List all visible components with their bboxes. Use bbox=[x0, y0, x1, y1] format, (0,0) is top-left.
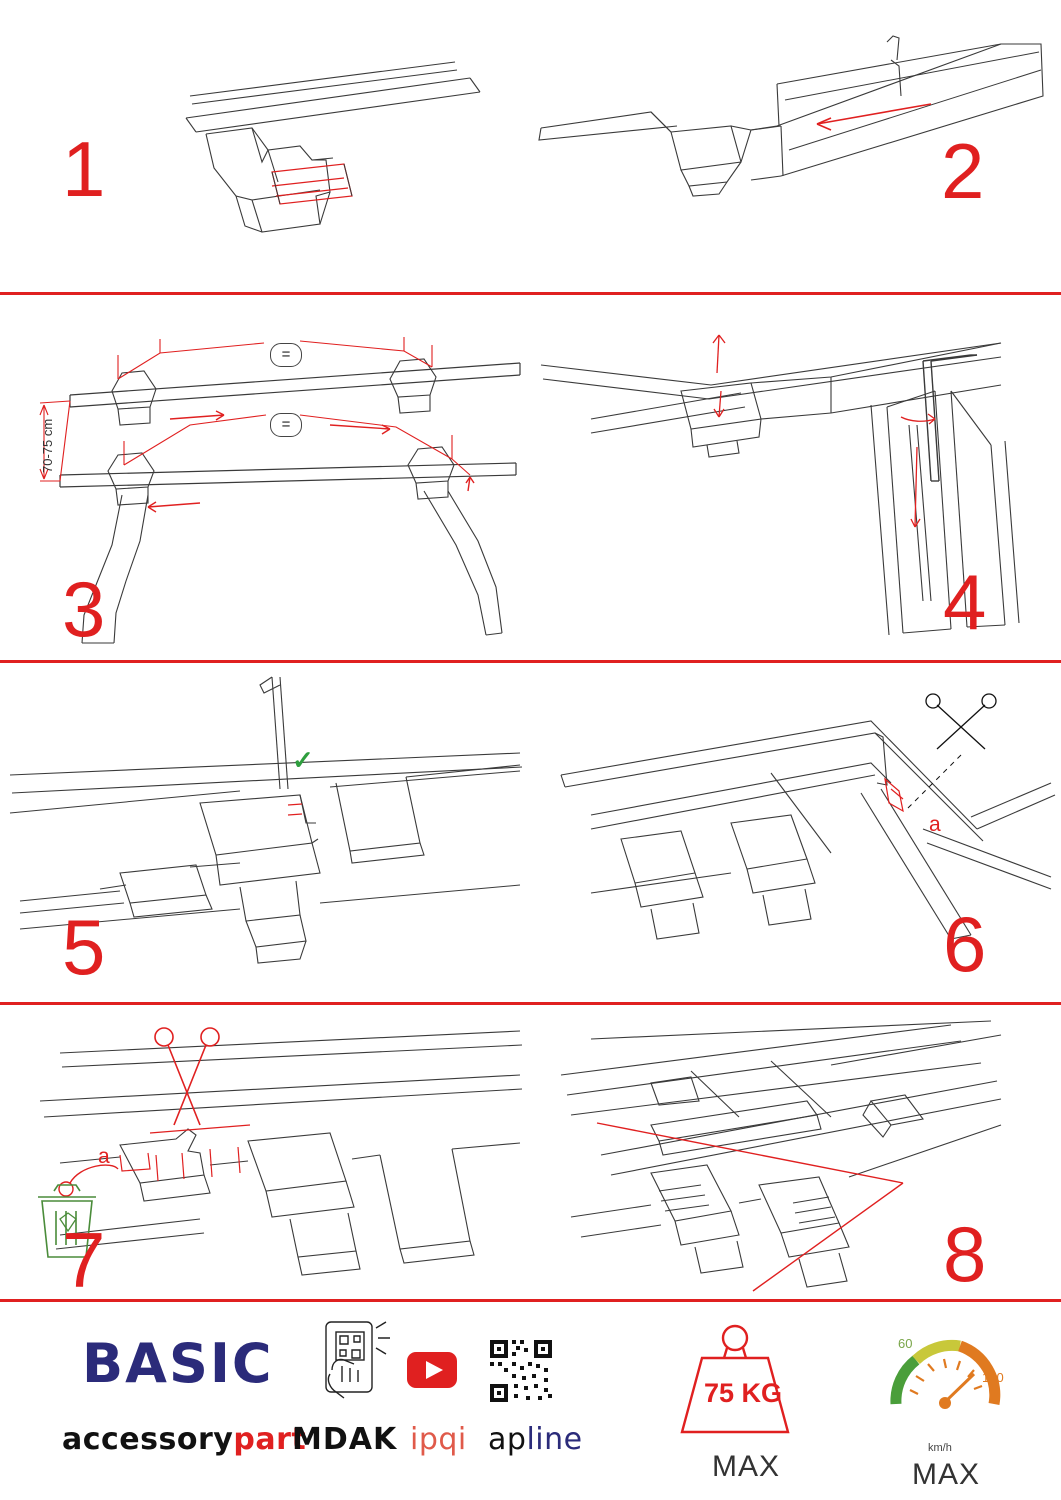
equal-mark-bottom: = bbox=[270, 413, 302, 437]
basic-wordmark: BASIC bbox=[82, 1332, 274, 1395]
apline-logo bbox=[488, 1422, 583, 1457]
accessorypart-text-red: part bbox=[233, 1422, 307, 1457]
speed-max-label: MAX bbox=[912, 1458, 981, 1491]
weight-max-label: MAX bbox=[712, 1450, 781, 1483]
check-mark-icon: ✓ bbox=[292, 745, 314, 775]
dimension-label-70-75cm: 70-75 cm bbox=[40, 418, 55, 473]
step-panel-6 bbox=[531, 663, 1061, 1002]
speed-tick-60: 60 bbox=[898, 1336, 913, 1351]
step-number-5: 5 bbox=[62, 903, 106, 991]
step-number-2: 2 bbox=[941, 127, 985, 215]
step-number-4: 4 bbox=[943, 558, 987, 646]
youtube-icon bbox=[405, 1350, 461, 1392]
step-number-8: 8 bbox=[943, 1210, 987, 1298]
step-panel-1 bbox=[0, 0, 530, 292]
apline-text-dark: ap bbox=[488, 1422, 527, 1457]
step-panel-2 bbox=[531, 0, 1061, 292]
mdak-logo-text: MDAK bbox=[292, 1422, 398, 1457]
step-number-1: 1 bbox=[62, 125, 106, 213]
speed-tick-120: 120 bbox=[982, 1370, 1004, 1385]
step-panel-5 bbox=[0, 663, 530, 1002]
step-panel-4 bbox=[531, 295, 1061, 660]
accessorypart-text-dark: accessory bbox=[62, 1422, 234, 1457]
label-a-step7: a bbox=[98, 1145, 110, 1168]
step-number-3: 3 bbox=[62, 565, 106, 653]
step-number-7: 7 bbox=[62, 1216, 106, 1299]
ipqi-logo-text: ipqi bbox=[410, 1422, 467, 1457]
footer-brand-row bbox=[0, 1300, 1061, 1500]
equal-mark-top: = bbox=[270, 343, 302, 367]
step-panel-8 bbox=[531, 1005, 1061, 1299]
label-a-step6: a bbox=[929, 813, 941, 836]
step-panel-3 bbox=[0, 295, 530, 660]
step-number-6: 6 bbox=[943, 900, 987, 988]
apline-text-blue: line bbox=[526, 1422, 583, 1457]
weight-value: 75 KG bbox=[704, 1378, 783, 1408]
accessorypart-logo bbox=[62, 1422, 306, 1457]
qr-code-icon bbox=[488, 1338, 556, 1406]
hand-phone-qr-icon bbox=[312, 1318, 402, 1408]
step-panel-7 bbox=[0, 1005, 530, 1299]
speed-unit-label: km/h bbox=[928, 1442, 952, 1454]
